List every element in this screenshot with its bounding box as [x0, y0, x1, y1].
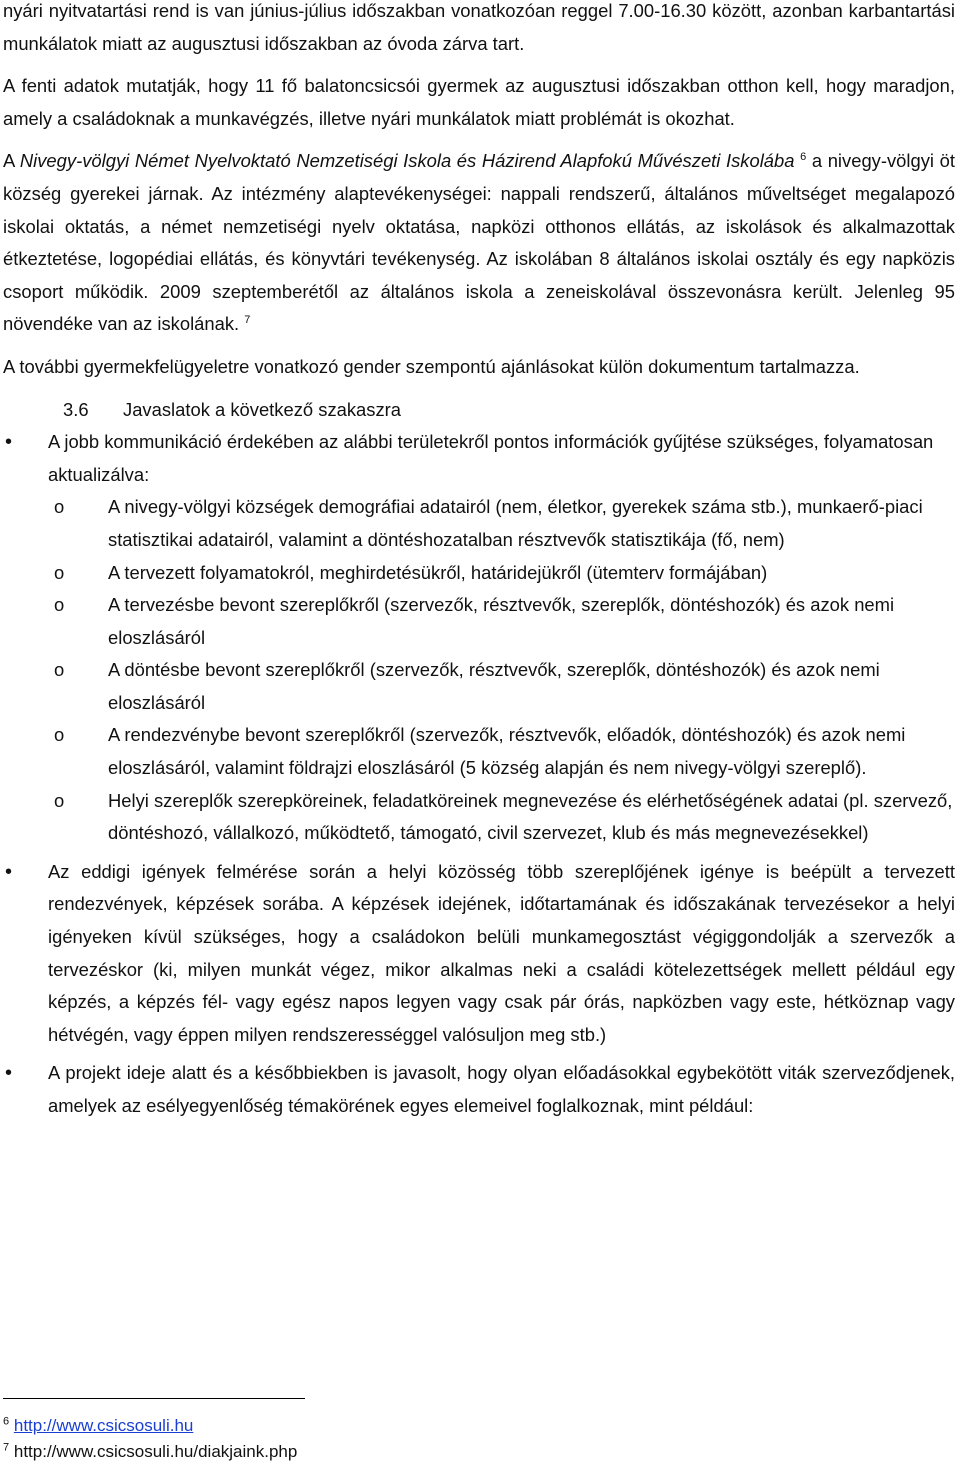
- bullet-list: [3, 426, 955, 1122]
- sub-item: [48, 557, 955, 590]
- section-heading: [63, 394, 955, 427]
- sub-item: [48, 719, 955, 784]
- sub-item: [48, 491, 955, 556]
- sub-marker: o: [54, 659, 65, 681]
- footnote-link[interactable]: http://www.csicsosuli.hu: [13, 1416, 194, 1435]
- footnote-6: [3, 1413, 953, 1439]
- bullet-text: A jobb kommunikáció érdekében az alábbi területekről pontos információk gyűjtése szükséges, folyamatosan aktualizálva:: [48, 431, 934, 485]
- sub-item-text: A nivegy-völgyi községek demográfiai adatairól (nem, életkor, gyerekek száma stb.), munkaerő-piaci statisztikai adatairól, valamint a döntéshozatalban résztvevők statisztikája (fő, nem): [108, 496, 923, 550]
- sub-item: [48, 654, 955, 719]
- paragraph-gender-recommendations: A további gyermekfelügyeletre vonatkozó gender szempontú ajánlásokat külön dokumentum tartalmazza.: [3, 355, 860, 377]
- bullet-item-training: [3, 856, 955, 1052]
- footnote-ref-7[interactable]: 7: [244, 314, 251, 327]
- footnote-number: 7: [3, 1441, 10, 1454]
- bullet-item-communication: [3, 426, 955, 850]
- footnote-link[interactable]: http://www.csicsosuli.hu/diakjaink.php: [13, 1442, 298, 1461]
- footnote-separator: [3, 1398, 305, 1399]
- sub-marker: o: [54, 789, 65, 811]
- sub-item-text: A tervezésbe bevont szereplőkről (szervezők, résztvevők, szereplők, döntéshozók) és azok nemi eloszlásáról: [108, 594, 895, 648]
- sub-item-text: A döntésbe bevont szereplőkről (szervezők, résztvevők, szereplők, döntéshozók) és azok nemi eloszlásáról: [108, 659, 880, 713]
- bullet-item-debates: [3, 1057, 955, 1122]
- body-text: [3, 0, 955, 1123]
- section-number: 3.6: [63, 398, 89, 420]
- bullet-text: • A projekt ideje alatt és a későbbiekben is javasolt, hogy olyan előadásokkal egybekötött viták szerveződjenek, amelyek az esélyegyenlőség témakörének egyes elemeivel foglalkoznak, mint például:: [48, 1062, 955, 1116]
- paragraph-kindergarten-hours: nyári nyitvatartási rend is van június-július időszakban vonatkozóan reggel 7.00-16.30 között, azonban karbantartási munkálatok miatt az augusztusi időszakban az óvoda zárva tart.: [3, 0, 955, 54]
- sub-item: [48, 589, 955, 654]
- sub-list: [48, 491, 955, 850]
- p3-lead: A: [3, 150, 20, 172]
- paragraph-august-children: A fenti adatok mutatják, hogy 11 fő balatoncsicsói gyermek az augusztusi időszakban otthon kell, hogy maradjon, amely a családoknak a munkavégzés, illetve nyári munkálatok miatt problémát is okozhat.: [3, 75, 955, 129]
- footnote-number: 6: [3, 1415, 10, 1428]
- sub-item-text: A tervezett folyamatokról, meghirdetésükről, határidejükről (ütemterv formájában): [108, 561, 768, 583]
- sub-item-text: A rendezvénybe bevont szereplőkről (szervezők, résztvevők, előadók, döntéshozók) és azok nemi eloszlásáról, valamint földrajzi eloszlásáról (5 község alapján és nem nivegy-völgyi szereplő).: [108, 724, 906, 779]
- footnote-7: [3, 1439, 953, 1465]
- sub-marker: o: [54, 561, 65, 583]
- section-title: Javaslatok a következő szakaszra: [123, 398, 402, 420]
- footnotes: [3, 1398, 953, 1465]
- bullet-text: • Az eddigi igények felmérése során a helyi közösség több szereplőjének igénye is beépült a tervezett rendezvények, képzések sorába. A képzések idejének, időtartamának és időszakának tervezésekor a helyi igényeken kívül szükséges, hogy a családokon belüli munkamegosztást végiggondolják a szervezők a tervezéskor (ki, milyen munkát végez, mikor alkalmas neki a családi kötelezettségek mellett például egy képzés, a képzés fél- vagy egész napos legyen vagy csak pár órás, napközben vagy este, hétköznap vagy hétvégén, vagy éppen milyen rendszerességgel valósuljon meg stb.): [48, 860, 955, 1045]
- sub-marker: o: [54, 594, 65, 616]
- school-name: Nivegy-völgyi Német Nyelvoktató Nemzetiségi Iskola és Házirend Alapfokú Művészeti Iskolába: [19, 150, 795, 172]
- sub-marker: o: [54, 496, 65, 518]
- paragraph-school: [3, 145, 955, 341]
- p3-body: a nivegy-völgyi öt község gyerekei járnak. Az intézmény alaptevékenységei: nappali rendszerű, általános műveltséget megalapozó iskolai oktatás, a német nemzetiségi nyelv oktatása, napközi otthonos ellátás, az iskolások és alkalmazottak étkeztetése, logopédiai ellátás, és könyvtári tevékenység. Az iskolában 8 általános iskolai osztály és egy napközis csoport működik. 2009 szeptemberétől az általános iskola a zeneiskolával összevonásra került. Jelenleg 95 növendéke van az iskolának.: [3, 150, 955, 335]
- sub-item-text: Helyi szereplők szerepköreinek, feladatköreinek megnevezése és elérhetőségének adatai (pl. szervező, döntéshozó, vállalkozó, működtető, támogató, civil szervezet, klub és más megnevezésekkel): [108, 789, 953, 844]
- footnote-ref-6[interactable]: 6: [800, 151, 807, 164]
- sub-item: [48, 785, 955, 850]
- sub-marker: o: [54, 724, 65, 746]
